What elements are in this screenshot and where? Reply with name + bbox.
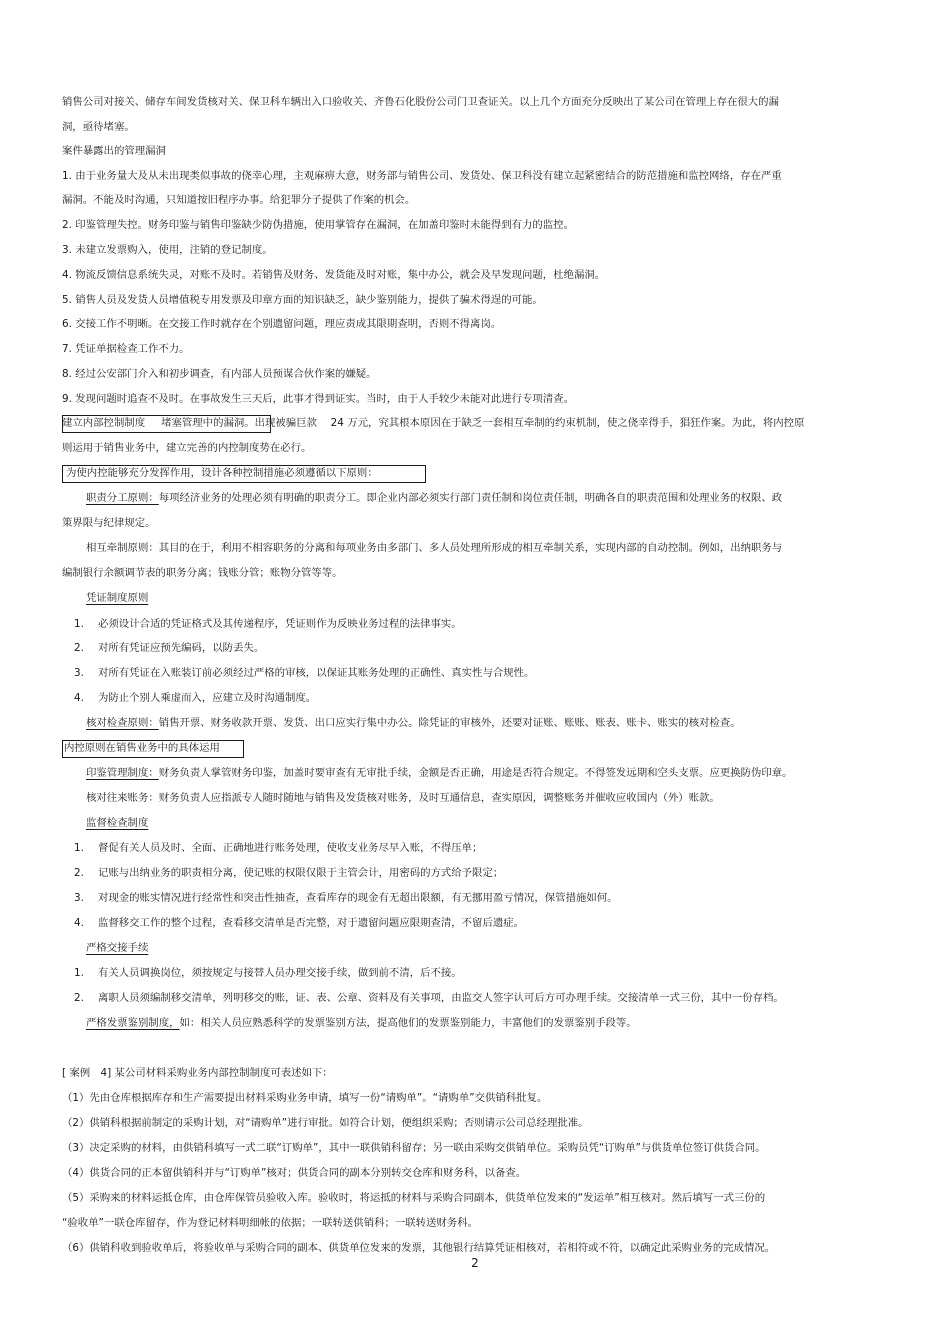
heading-text: 监督检查制度 xyxy=(86,817,149,829)
list-text: 必须设计合适的凭证格式及其传递程序，凭证则作为反映业务过程的法律事实。 xyxy=(98,618,462,630)
text-line xyxy=(86,713,916,733)
list-number: 2. xyxy=(74,867,84,879)
list-number: 1. xyxy=(74,967,84,979)
text-line: 1. 由于业务量大及从未出现类似事故的侥幸心理，主观麻痹大意，财务部与销售公司、发货处、保卫科没有建立起紧密结合的防范措施和监控网络，存在严重 xyxy=(62,170,782,182)
heading-text: 严格交接手续 xyxy=(86,942,149,954)
case-title: [ 案例 4] 某公司材料采购业务内部控制制度可表述如下： xyxy=(62,1067,333,1079)
list-number: 4. xyxy=(74,917,84,929)
principle-label: 印鉴管理制度： xyxy=(86,767,159,779)
text-line: （6）供销科收到验收单后，将验收单与采购合同的副本、供货单位发来的发票，其他银行结算凭证相核对，若相符或不符，以确定此采购业务的完成情况。 xyxy=(62,1242,776,1254)
text-span: 销售开票、财务收款开票、发货、出口应实行集中办公。除凭证的审核外，还要对证账、账账、账表、账卡、账实的核对检查。 xyxy=(158,717,741,729)
text-line xyxy=(86,1013,916,1033)
text-line: 则运用于销售业务中，建立完善的内控制度势在必行。 xyxy=(62,442,312,454)
subsection-heading xyxy=(86,938,916,958)
text-line: 策界限与纪律规定。 xyxy=(62,517,156,529)
principle-label: 职责分工原则： xyxy=(86,492,159,504)
text-line: “验收单”一联仓库留存，作为登记材料明细帐的依据；一联转送供销科；一联转送财务科。 xyxy=(62,1217,478,1229)
text-line: （3）决定采购的材料，由供销科填写一式二联“订购单”，其中一联供销科留存；另一联由采购交供销单位。采购员凭“订购单”与供货单位签订供货合同。 xyxy=(62,1142,766,1154)
page-number: 2 xyxy=(471,1256,479,1270)
text-line: （4）供货合同的正本留供销科并与“订购单”核对；供货合同的副本分别转交仓库和财务科，以备查。 xyxy=(62,1167,527,1179)
text-span: 每项经济业务的处理必须有明确的职责分工。即企业内部必须实行部门责任制和岗位责任制，明确各自的职责范围和处理业务的权限、政 xyxy=(158,492,783,504)
principle-label: 严格发票鉴别制度， xyxy=(86,1017,180,1029)
list-text: 离职人员须编制移交清单，列明移交的账，证、表、公章、资料及有关事项，由监交人签字认可后方可办理手续。交接清单一式三份，其中一份存档。 xyxy=(98,992,784,1004)
list-number: 3. xyxy=(74,667,84,679)
subsection-heading xyxy=(86,588,916,608)
list-text: 对所有凭证应预先编码，以防丢失。 xyxy=(98,642,265,654)
list-text: 对所有凭证在入账装订前必须经过严格的审核，以保证其账务处理的正确性、真实性与合规性。 xyxy=(98,667,535,679)
text-line: 核对往来账务：财务负责人应指派专人随时随地与销售及发货核对账务，及时互通信息，查实原因，调整账务并催收应收国内（外）账款。 xyxy=(86,792,720,804)
text-line xyxy=(86,763,916,783)
list-number: 3. xyxy=(74,892,84,904)
text-line: 7. 凭证单据检查工作不力。 xyxy=(62,343,190,355)
boxed-text: 堵塞管理中的漏洞。 xyxy=(161,417,255,429)
text-line: 2. 印鉴管理失控。财务印鉴与销售印鉴缺少防伪措施，使用掌管存在漏洞，在加盖印鉴时未能得到有力的监控。 xyxy=(62,219,574,231)
list-text: 对现金的账实情况进行经常性和突击性抽查，查看库存的现金有无超出限额，有无挪用盈亏情况，保管措施如何。 xyxy=(98,892,618,904)
text-line: 6. 交接工作不明晰。在交接工作时就存在个别遗留问题，理应责成其限期查明，否则不得离岗。 xyxy=(62,318,502,330)
section-heading: 案件暴露出的管理漏洞 xyxy=(62,145,166,157)
list-number: 1. xyxy=(74,618,84,630)
text-line: 洞，亟待堵塞。 xyxy=(62,121,135,133)
text-line: 销售公司对接关、储存车间发货核对关、保卫科车辆出入口验收关、齐鲁石化股份公司门卫查证关。以上几个方面充分反映出了某公司在管理上存在很大的漏 xyxy=(62,96,779,108)
list-number: 2. xyxy=(74,642,84,654)
list-number: 1. xyxy=(74,842,84,854)
text-line: 漏洞。不能及时沟通，只知道按旧程序办事。给犯罪分子提供了作案的机会。 xyxy=(62,194,416,206)
text-line xyxy=(86,488,916,508)
list-text: 监督移交工作的整个过程，查看移交清单是否完整，对于遗留问题应限期查清，不留后遗症。 xyxy=(98,917,525,929)
text-line: 9. 发现问题时追查不及时。在事故发生三天后，此事才得到证实。当时，由于人手较少未能对此进行专项清查。 xyxy=(62,393,574,405)
text-span: 财务负责人掌管财务印鉴，加盖时要审查有无审批手续，金额是否正确，用途是否符合规定。不得签发远期和空头支票。应更换防伪印章。 xyxy=(158,767,793,779)
text-line: 8. 经过公安部门介入和初步调查，有内部人员预谋合伙作案的嫌疑。 xyxy=(62,368,377,380)
text-line: （5）采购来的材料运抵仓库，由仓库保管员验收入库。验收时，将运抵的材料与采购合同副本，供货单位发来的“发运单”相互核对。然后填写一式三份的 xyxy=(62,1192,766,1204)
list-text: 为防止个别人乘虚而入，应建立及时沟通制度。 xyxy=(98,692,317,704)
text-line: 5. 销售人员及发货人员增值税专用发票及印章方面的知识缺乏，缺少鉴别能力，提供了骗术得逞的可能。 xyxy=(62,294,543,306)
list-text: 有关人员调换岗位，须按规定与接替人员办理交接手续，做到前不清，后不接。 xyxy=(98,967,462,979)
boxed-text: 为使内控能够充分发挥作用，设计各种控制措施必须遵循以下原则： xyxy=(66,467,378,479)
text-line: 编制银行余额调节表的职务分离；钱账分管；账物分管等等。 xyxy=(62,567,343,579)
text-line: （1）先由仓库根据库存和生产需要提出材料采购业务申请，填写一份“请购单”。“请购单”交供销科批复。 xyxy=(62,1092,548,1104)
principle-label: 核对检查原则： xyxy=(86,717,159,729)
list-number: 2. xyxy=(74,992,84,1004)
list-number: 4. xyxy=(74,692,84,704)
text-line: （2）供销科根据前制定的采购计划，对“请购单”进行审批。如符合计划，便组织采购；否则请示公司总经理批准。 xyxy=(62,1117,589,1129)
subsection-heading xyxy=(86,813,916,833)
text-span: 如：相关人员应熟悉科学的发票鉴别方法，提高他们的发票鉴别能力，丰富他们的发票鉴别手段等。 xyxy=(179,1017,637,1029)
list-text: 记账与出纳业务的职责相分离，使记账的权限仅限于主管会计，用密码的方式给予限定； xyxy=(98,867,504,879)
text-line: 3. 未建立发票购入，使用，注销的登记制度。 xyxy=(62,244,273,256)
text-span: 出现被骗巨款 24 万元，究其根本原因在于缺乏一套相互牵制的约束机制，使之侥幸得手，猖狂作案。为此，将内控原 xyxy=(254,417,805,429)
boxed-text: 内控原则在销售业务中的具体运用 xyxy=(64,742,220,754)
boxed-text: 建立内部控制制度 xyxy=(62,417,146,429)
text-line xyxy=(62,413,892,433)
text-line: 相互牵制原则：其目的在于，利用不相容职务的分离和每项业务由多部门、多人员处理所形成的相互牵制关系，实现内部的自动控制。例如，出纳职务与 xyxy=(86,542,783,554)
heading-text: 凭证制度原则 xyxy=(86,592,149,604)
text-line: 4. 物流反馈信息系统失灵，对账不及时。若销售及财务、发货能及时对账，集中办公，就会及早发现问题，杜绝漏洞。 xyxy=(62,269,606,281)
list-text: 督促有关人员及时、全面、正确地进行账务处理，使收支业务尽早入账，不得压单； xyxy=(98,842,483,854)
